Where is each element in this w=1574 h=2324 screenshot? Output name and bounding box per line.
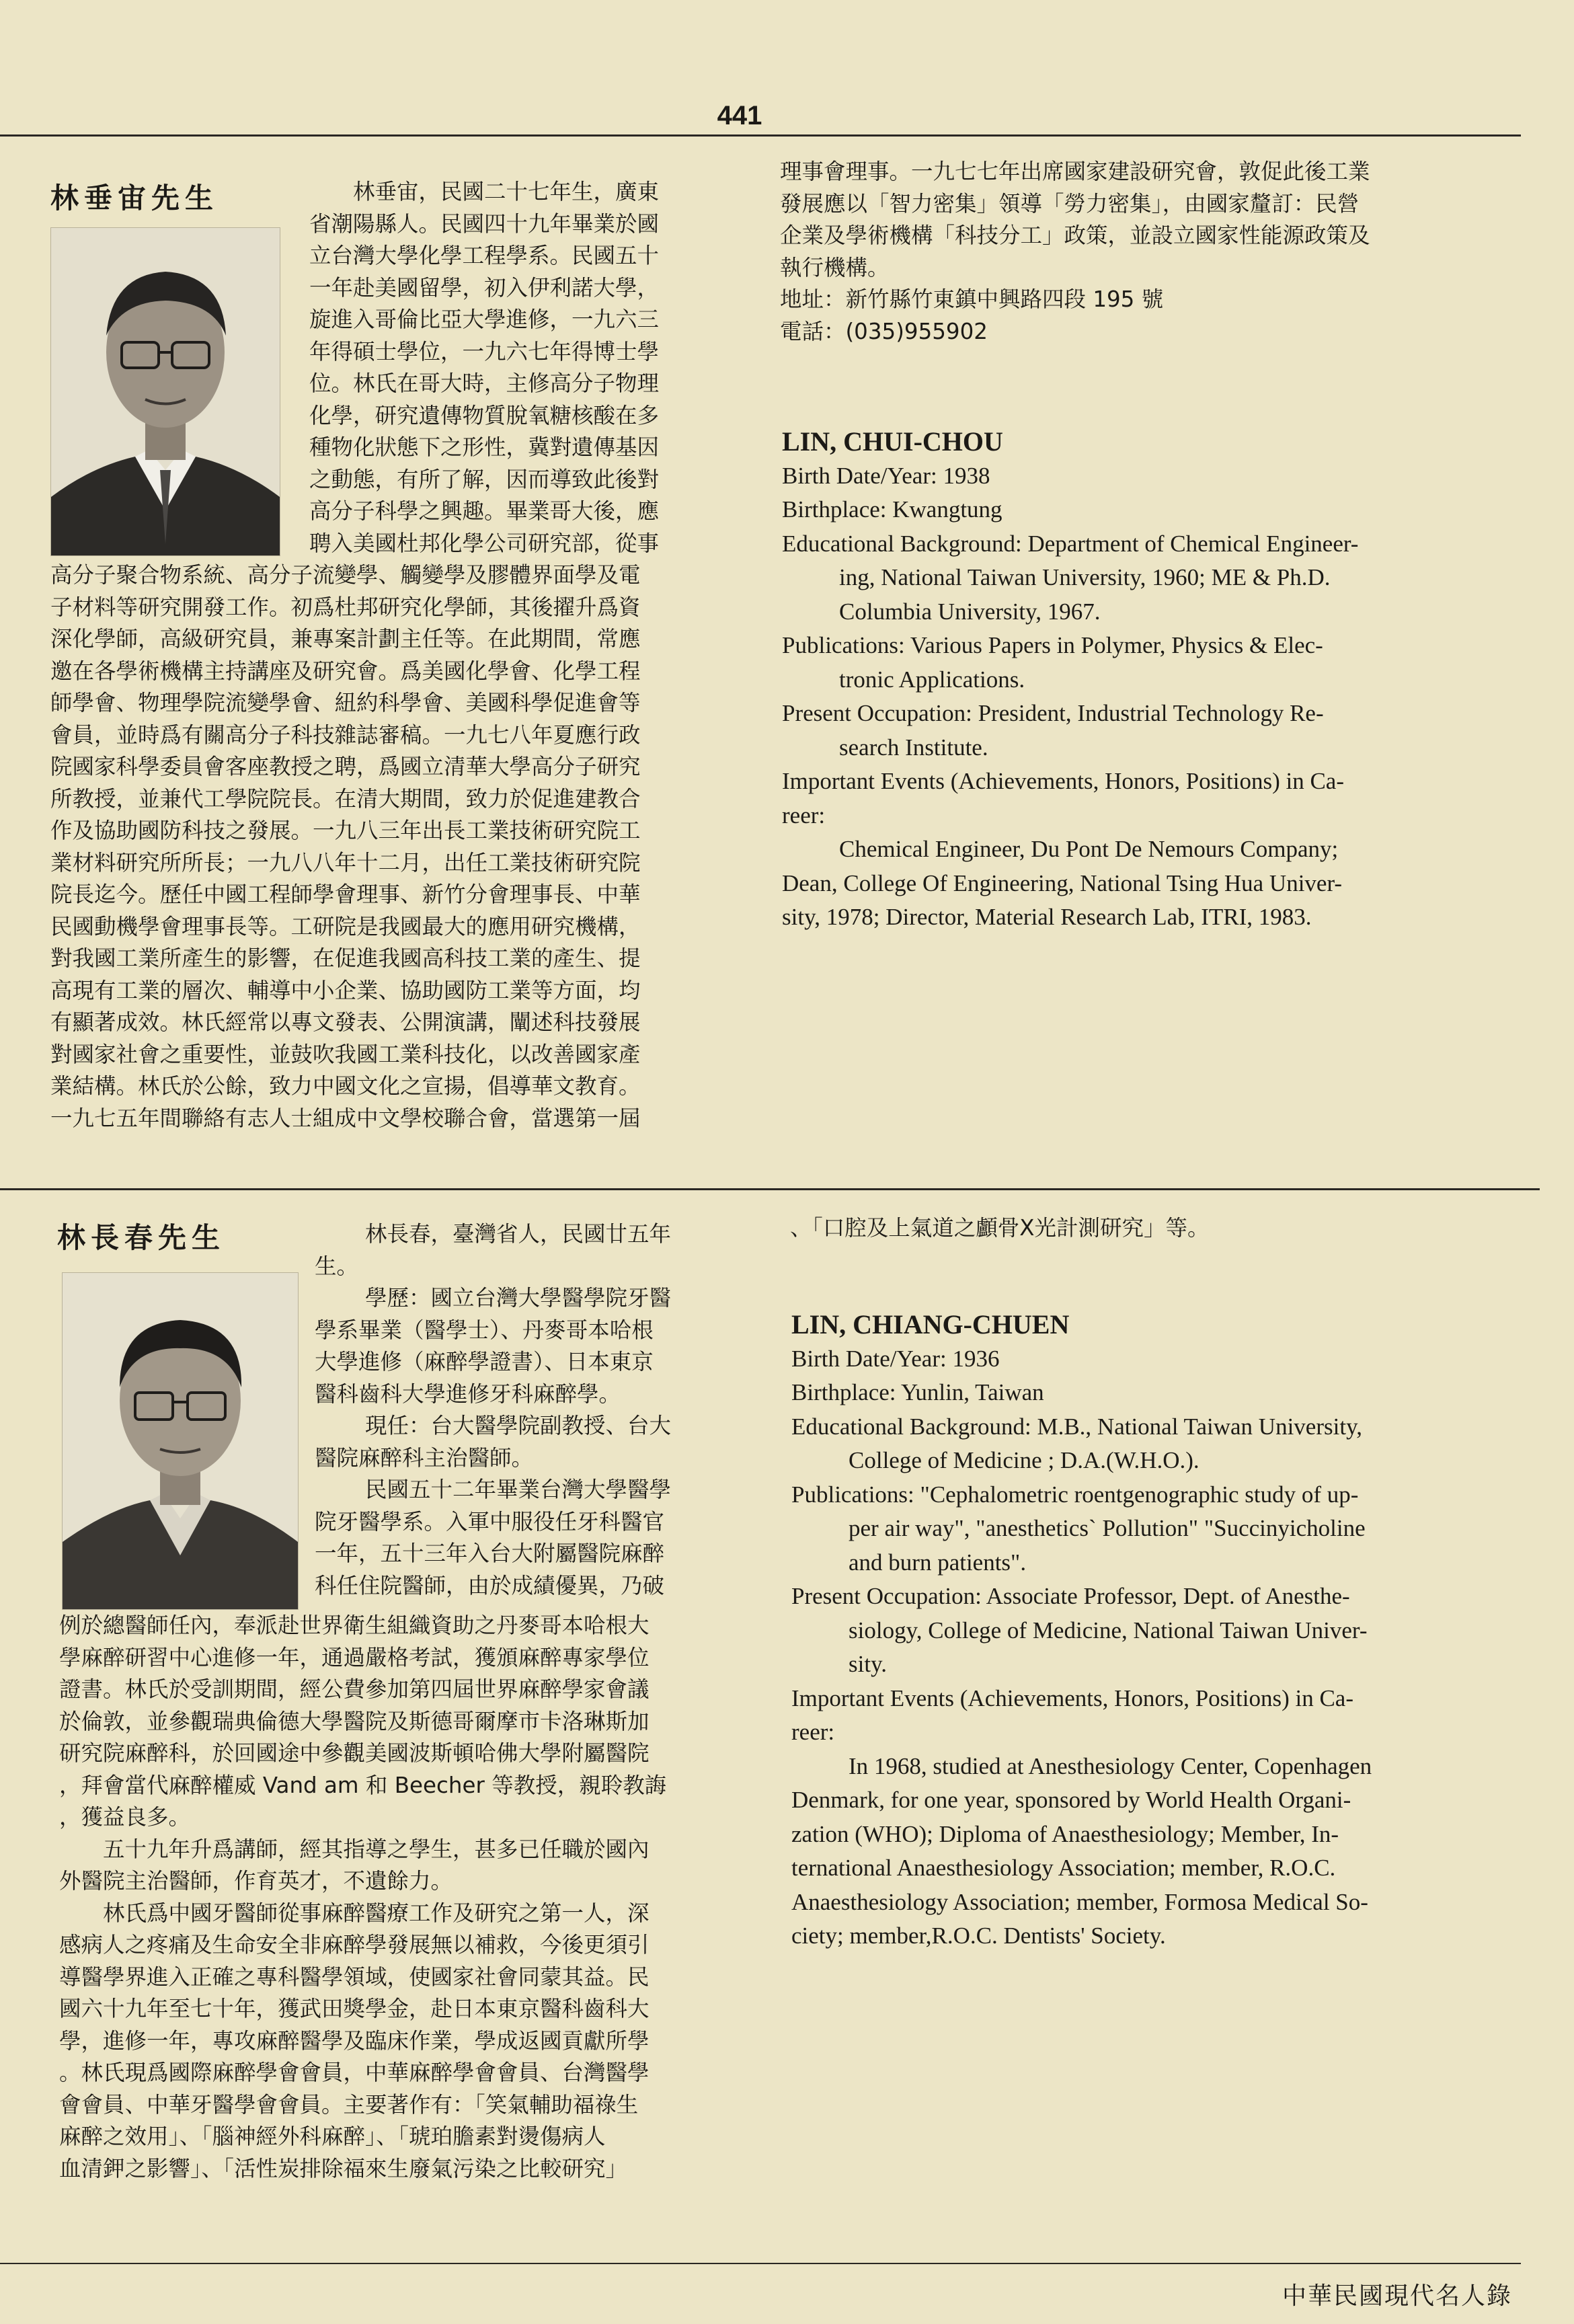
- bio-line: 對國家社會之重要性，並鼓吹我國工業科技化，以改善國家產: [50, 1041, 641, 1067]
- bio-line: 大學進修（麻醉學證書）、日本東京: [315, 1349, 654, 1374]
- bio-line: 邀在各學術機構主持講座及研究會。爲美國化學會、化學工程: [50, 658, 641, 684]
- bio-line: 學系畢業（醫學士）、丹麥哥本哈根: [315, 1317, 654, 1343]
- portrait-man-glasses-icon: [63, 1273, 298, 1609]
- bio-line: 院國家科學委員會客座教授之聘，爲國立清華大學高分子研究: [50, 754, 641, 779]
- bio-line: 證書。林氏於受訓期間，經公費參加第四屆世界麻醉學家會議: [59, 1676, 650, 1702]
- bio-line: 企業及學術機構「科技分工」政策，並設立國家性能源政策及: [780, 223, 1370, 248]
- portrait-man-glasses-icon: [51, 228, 280, 555]
- bio-line: 化學，研究遺傳物質脫氧糖核酸在多: [309, 402, 660, 428]
- bio-line: 林垂宙，民國二十七年生，廣東: [353, 179, 660, 204]
- en-line: ternational Anaesthesiology Association; member, R.O.C.: [791, 1855, 1336, 1881]
- bio-line: 國六十九年至七十年，獲武田獎學金，赴日本東京醫科齒科大: [59, 1996, 650, 2021]
- bio-line: ，拜會當代麻醉權威 Vand am 和 Beecher 等教授，親聆教誨: [59, 1772, 667, 1798]
- entry-1-portrait-photo: [50, 227, 280, 556]
- bio-line: 於倫敦，並參觀瑞典倫德大學醫院及斯德哥爾摩市卡洛琳斯加: [59, 1708, 650, 1734]
- top-rule: [0, 134, 1521, 137]
- bio-line: 業結構。林氏於公餘，致力中國文化之宣揚，倡導華文教育。: [50, 1073, 641, 1099]
- bio-line: 麻醉之效用」、「腦神經外科麻醉」、「琥珀膽素對燙傷病人: [59, 2124, 606, 2149]
- bio-line: 血清鉀之影響」、「活性炭排除福來生廢氣污染之比較研究」: [59, 2155, 628, 2181]
- bio-line: 高分子科學之興趣。畢業哥大後，應: [309, 498, 660, 524]
- bio-line: 林氏爲中國牙醫師從事麻醉醫療工作及研究之第一人，深: [103, 1900, 650, 1926]
- bio-line: 院長迄今。歷任中國工程師學會理事、新竹分會理事長、中華: [50, 882, 641, 907]
- bio-line: 師學會、物理學院流變學會、紐約科學會、美國科學促進會等: [50, 690, 641, 715]
- phone-line: 電話：(035)955902: [780, 318, 988, 344]
- bio-line: 之動態，有所了解，因而導致此後對: [309, 466, 660, 492]
- entry-2-bio-zh-full: [59, 1610, 666, 2185]
- bio-line: 深化學師，高級研究員，兼專案計劃主任等。在此期間，常應: [50, 626, 641, 652]
- bio-line: 感病人之疼痛及生命安全非麻醉學發展無以補救，今後更須引: [59, 1932, 650, 1958]
- en-line: sity.: [849, 1651, 888, 1677]
- entry-1-bio-zh-continued: [780, 156, 1370, 348]
- entry-2-english-bio: [791, 1308, 1372, 1953]
- en-line: siology, College of Medicine, National Taiwan Univer-: [849, 1617, 1368, 1643]
- bio-line: 。林氏現爲國際麻醉學會會員，中華麻醉學會會員、台灣醫學: [59, 2060, 650, 2085]
- bio-line: 理事會理事。一九七七年出席國家建設研究會，敦促此後工業: [780, 159, 1370, 184]
- en-line: In 1968, studied at Anesthesiology Center, Copenhagen: [849, 1752, 1372, 1779]
- book-title-footer: 中華民國現代名人錄: [1282, 2282, 1512, 2310]
- en-line: ciety; member,R.O.C. Dentists' Society.: [791, 1923, 1166, 1949]
- bio-line: 高分子聚合物系統、高分子流變學、觸變學及膠體界面學及電: [50, 562, 641, 588]
- bio-line: 民國五十二年畢業台灣大學醫學: [365, 1477, 672, 1502]
- bio-line: 作及協助國防科技之發展。一九八三年出長工業技術研究院工: [50, 818, 641, 843]
- en-line: Birth Date/Year: 1938: [782, 462, 990, 489]
- en-line: sity, 1978; Director, Material Research Lab, ITRI, 1983.: [782, 904, 1312, 930]
- en-line: per air way", "anesthetics` Pollution" "Succinyicholine: [849, 1515, 1366, 1541]
- bio-line: 子材料等研究開發工作。初爲杜邦研究化學師，其後擢升爲資: [50, 594, 641, 620]
- entry-divider: [0, 1188, 1540, 1190]
- en-line: Anaesthesiology Association; member, Formosa Medical So-: [791, 1888, 1368, 1915]
- entry-1-bio-zh-full: [50, 559, 641, 1134]
- entry-2-bio-zh-intro: [315, 1218, 671, 1602]
- bio-line: 位。林氏在哥大時，主修高分子物理: [309, 371, 660, 396]
- en-line: reer:: [782, 802, 826, 828]
- en-line: reer:: [791, 1719, 835, 1745]
- en-line: Present Occupation: Associate Professor, Dept. of Anesthe-: [791, 1583, 1350, 1609]
- bio-line: 發展應以「智力密集」領導「勞力密集」，由國家釐訂：民營: [780, 190, 1360, 217]
- en-line: zation (WHO); Diploma of Anaesthesiology; Member, In-: [791, 1820, 1339, 1847]
- bio-line: 執行機構。: [780, 254, 890, 280]
- bio-line: 林長春，臺灣省人，民國廿五年: [365, 1221, 672, 1247]
- bio-line: 年得碩士學位，一九六七年得博士學: [309, 338, 660, 364]
- bio-line: 會員，並時爲有關高分子科技雜誌審稿。一九七八年夏應行政: [50, 722, 641, 748]
- en-line: Columbia University, 1967.: [839, 598, 1101, 625]
- bio-line: 導醫學界進入正確之專科醫學領域，使國家社會同蒙其益。民: [59, 1964, 650, 1990]
- bio-line: 外醫院主治醫師，作育英才，不遺餘力。: [59, 1868, 453, 1894]
- en-line: Dean, College Of Engineering, National Tsing Hua Univer-: [782, 869, 1343, 896]
- bio-line: 院牙醫學系。入軍中服役任牙科醫官: [315, 1508, 665, 1535]
- bio-line: 、「口腔及上氣道之顱骨X光計測研究」等。: [790, 1215, 1210, 1241]
- bio-line: ，獲益良多。: [59, 1804, 191, 1830]
- bio-line: 生。: [315, 1253, 359, 1279]
- en-line: Publications: "Cephalometric roentgenographic study of up-: [791, 1481, 1359, 1508]
- en-line: Important Events (Achievements, Honors, Positions) in Ca-: [791, 1684, 1353, 1711]
- bio-line: 聘入美國杜邦化學公司研究部，從事: [309, 530, 660, 556]
- bio-line: 學歷：國立台灣大學醫學院牙醫: [365, 1285, 672, 1311]
- en-line: Birthplace: Kwangtung: [782, 496, 1002, 522]
- bio-line: 旋進入哥倫比亞大學進修，一九六三: [309, 307, 660, 332]
- entry-2-name-zh: 林長春先生: [57, 1221, 226, 1254]
- en-line: Denmark, for one year, sponsored by World Health Organi-: [791, 1787, 1351, 1813]
- en-line: search Institute.: [839, 734, 988, 761]
- bio-line: 立台灣大學化學工程學系。民國五十: [309, 243, 660, 268]
- en-line: Important Events (Achievements, Honors, Positions) in Ca-: [782, 768, 1344, 794]
- en-line: Publications: Various Papers in Polymer, Physics & Elec-: [782, 632, 1323, 658]
- bio-line: 種物化狀態下之形性，冀對遺傳基因: [309, 434, 660, 460]
- en-line: Present Occupation: President, Industrial Technology Re-: [782, 700, 1324, 726]
- en-line: Educational Background: Department of Chemical Engineer-: [782, 530, 1359, 557]
- address-line: 地址：新竹縣竹東鎮中興路四段 195 號: [780, 286, 1164, 312]
- bio-line: 一年赴美國留學，初入伊利諾大學，: [309, 274, 660, 301]
- bio-line: 所教授，並兼代工學院院長。在清大期間，致力於促進建教合: [50, 785, 641, 812]
- bio-line: 一九七五年間聯絡有志人士組成中文學校聯合會，當選第一屆: [50, 1105, 641, 1131]
- en-line: Birthplace: Yunlin, Taiwan: [791, 1379, 1044, 1405]
- bio-line: 省潮陽縣人。民國四十九年畢業於國: [309, 210, 660, 237]
- bio-line: 研究院麻醉科，於回國途中參觀美國波斯頓哈佛大學附屬醫院: [59, 1740, 650, 1766]
- bio-line: 醫科齒科大學進修牙科麻醉學。: [315, 1381, 621, 1407]
- en-line: Chemical Engineer, Du Pont De Nemours Company;: [839, 836, 1339, 862]
- entry-2-bio-zh-continued: [790, 1212, 1210, 1245]
- entry-1-english-bio: [782, 425, 1358, 935]
- entry-1-bio-zh-intro: [309, 176, 659, 559]
- bio-line: 學麻醉研習中心進修一年，通過嚴格考試，獲頒麻醉專家學位: [59, 1644, 650, 1670]
- bottom-rule: [0, 2263, 1521, 2264]
- bio-line: 業材料研究所所長；一九八八年十二月，出任工業技術研究院: [50, 849, 641, 876]
- bio-line: 有顯著成效。林氏經常以專文發表、公開演講，闡述科技發展: [50, 1009, 641, 1035]
- en-line: and burn patients".: [849, 1549, 1027, 1576]
- en-line: Educational Background: M.B., National Taiwan University,: [791, 1413, 1363, 1440]
- bio-line: 民國動機學會理事長等。工研院是我國最大的應用研究機構，: [50, 913, 641, 939]
- entry-1-name-zh: 林垂宙先生: [50, 182, 219, 215]
- entry-1-name-en: LIN, CHUI-CHOU: [782, 426, 1003, 457]
- en-line: College of Medicine ; D.A.(W.H.O.).: [849, 1447, 1199, 1473]
- entry-2-name-en: LIN, CHIANG-CHUEN: [791, 1309, 1070, 1340]
- page-number: 441: [717, 101, 762, 130]
- bio-line: 對我國工業所產生的影響，在促進我國高科技工業的產生、提: [50, 945, 641, 971]
- en-line: Birth Date/Year: 1936: [791, 1345, 1000, 1372]
- entry-2-portrait-photo: [62, 1272, 299, 1610]
- bio-line: 學，進修一年，專攻麻醉醫學及臨床作業，學成返國貢獻所學: [59, 2027, 650, 2054]
- bio-line: 五十九年升爲講師，經其指導之學生，甚多已任職於國內: [103, 1836, 650, 1862]
- en-line: tronic Applications.: [839, 666, 1025, 693]
- bio-line: 現任：台大醫學院副教授、台大: [365, 1413, 672, 1438]
- bio-line: 醫院麻醉科主治醫師。: [315, 1444, 534, 1471]
- bio-line: 會會員、中華牙醫學會會員。主要著作有：「笑氣輔助福祿生: [59, 2091, 639, 2118]
- bio-line: 高現有工業的層次、輔導中小企業、協助國防工業等方面，均: [50, 977, 641, 1003]
- en-line: ing, National Taiwan University, 1960; ME & Ph.D.: [839, 564, 1331, 590]
- bio-line: 例於總醫師任內，奉派赴世界衛生組織資助之丹麥哥本哈根大: [59, 1613, 650, 1638]
- bio-line: 科任住院醫師，由於成績優異，乃破: [315, 1572, 665, 1598]
- bio-line: 一年，五十三年入台大附屬醫院麻醉: [315, 1541, 665, 1566]
